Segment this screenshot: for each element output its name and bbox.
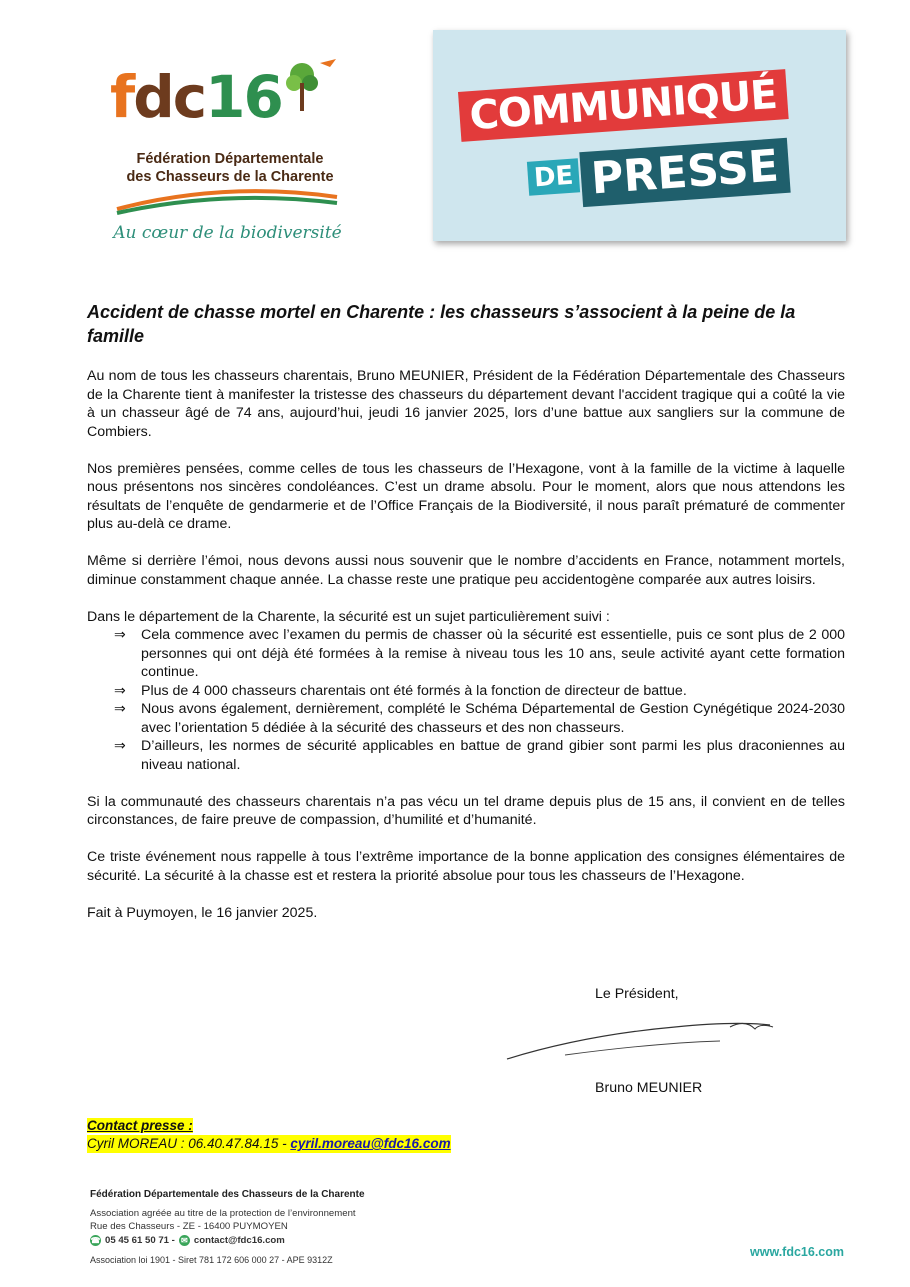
safety-section — [87, 608, 845, 775]
list-item: ⇒ D’ailleurs, les normes de sécurité applicables en battue de grand gibier sont parmi les plus draconiennes au niveau national. — [114, 738, 845, 773]
paragraph: Nos premières pensées, comme celles de tous les chasseurs de l’Hexagone, vont à la famille de la victime à laquelle nous présentons nos sincères condoléances. C’est un drame absolu. Pour le moment, alors que nous attendons les résultats de l’enquête de gendarmerie et de l’Office Français de la Biodiversité, il nous paraît prématuré de commenter plus au-delà ce drame. — [87, 460, 845, 532]
footer-phone: 05 45 61 50 71 - — [105, 1234, 175, 1246]
arrow-icon: ⇒ — [114, 682, 126, 699]
list-item: ⇒ Cela commence avec l’examen du permis de chasser où la sécurité est essentielle, puis ce sont plus de 2 000 personnes qui ont déjà été formées à la remise à niveau tous les 10 ans, seule activité ayant cette formation continue. — [114, 627, 845, 680]
handwritten-signature — [505, 1015, 775, 1065]
footer-org: Fédération Départementale des Chasseurs de la Charente — [90, 1189, 365, 1200]
logo-tagline: Au cœur de la biodiversité — [113, 223, 342, 243]
banner-communique: COMMUNIQUÉ — [458, 69, 788, 142]
footer-legal: Association loi 1901 - Siret 781 172 606 000 27 - APE 9312Z — [90, 1255, 333, 1265]
arrow-icon: ⇒ — [114, 738, 126, 754]
banner-de: DE — [527, 158, 581, 195]
footer-contact-row — [90, 1234, 850, 1248]
arrow-icon: ⇒ — [114, 701, 126, 717]
bullet-list — [87, 626, 845, 774]
footer — [90, 1188, 850, 1268]
paragraph: Si la communauté des chasseurs charentais n’a pas vécu un tel drame depuis plus de 15 ans, il convient en de telles circonstances, de faire preuve de compassion, d’humilité et d’humanité. — [87, 793, 845, 828]
mail-icon: ✉ — [179, 1235, 190, 1246]
footer-line: Association agréée au titre de la protection de l’environnement — [90, 1207, 356, 1219]
press-release-banner — [433, 30, 846, 241]
footer-email[interactable]: contact@fdc16.com — [193, 1234, 285, 1246]
logo-wordmark: fdc16 — [110, 63, 282, 131]
place-date: Fait à Puymoyen, le 16 janvier 2025. — [87, 904, 318, 921]
press-contact — [87, 1117, 451, 1153]
signatory-name: Bruno MEUNIER — [595, 1080, 703, 1096]
fdc16-logo — [105, 55, 345, 255]
logo-organization-name: Fédération Départementale des Chasseurs de la Charente — [126, 151, 334, 185]
list-item: ⇒ Nous avons également, dernièrement, complété le Schéma Départemental de Gestion Cynégétique 2024-2030 avec l’orientation 5 dédiée à la sécurité des chasseurs et des non chasseurs. — [114, 701, 845, 736]
contact-person: Cyril MOREAU : 06.40.47.84.15 - — [87, 1136, 291, 1151]
contact-email-link[interactable]: cyril.moreau@fdc16.com — [290, 1136, 451, 1151]
page-title: Accident de chasse mortel en Charente : les chasseurs s’associent à la peine de la famille — [87, 302, 796, 346]
phone-icon: ☎ — [90, 1235, 101, 1245]
signatory-title: Le Président, — [595, 986, 679, 1002]
press-body — [87, 367, 845, 941]
swoosh-icon — [115, 187, 340, 217]
list-item: ⇒ Plus de 4 000 chasseurs charentais ont été formés à la fonction de directeur de battue. — [114, 682, 687, 699]
list-intro: Dans le département de la Charente, la sécurité est un sujet particulièrement suivi : — [87, 608, 610, 625]
paragraph: Au nom de tous les chasseurs charentais, Bruno MEUNIER, Président de la Fédération Départementale des Chasseurs de la Charente tient à manifester la tristesse des chasseurs du département devant l'accident tragique qui a coûté la vie à un chasseur âgé de 74 ans, aujourd’hui, jeudi 16 janvier 2025, lors d’une battue aux sangliers sur la commune de Combiers. — [87, 368, 845, 440]
tree-bird-icon — [280, 55, 340, 115]
paragraph: Ce triste événement nous rappelle à tous l’extrême importance de la bonne application des consignes élémentaires de sécurité. La sécurité à la chasse est et restera la priorité absolue pour tous les chasseurs de l’Hexagone. — [87, 849, 845, 884]
arrow-icon: ⇒ — [114, 627, 126, 643]
paragraph: Même si derrière l’émoi, nous devons aussi nous souvenir que le nombre d’accidents en France, notamment mortels, diminue constamment chaque année. La chasse reste une pratique peu accidentogène comparée aux autres loisirs. — [87, 553, 845, 588]
banner-presse: PRESSE — [579, 138, 790, 207]
website-link[interactable]: www.fdc16.com — [750, 1245, 845, 1259]
footer-address: Rue des Chasseurs - ZE - 16400 PUYMOYEN — [90, 1221, 288, 1232]
contact-label: Contact presse : — [87, 1118, 193, 1133]
